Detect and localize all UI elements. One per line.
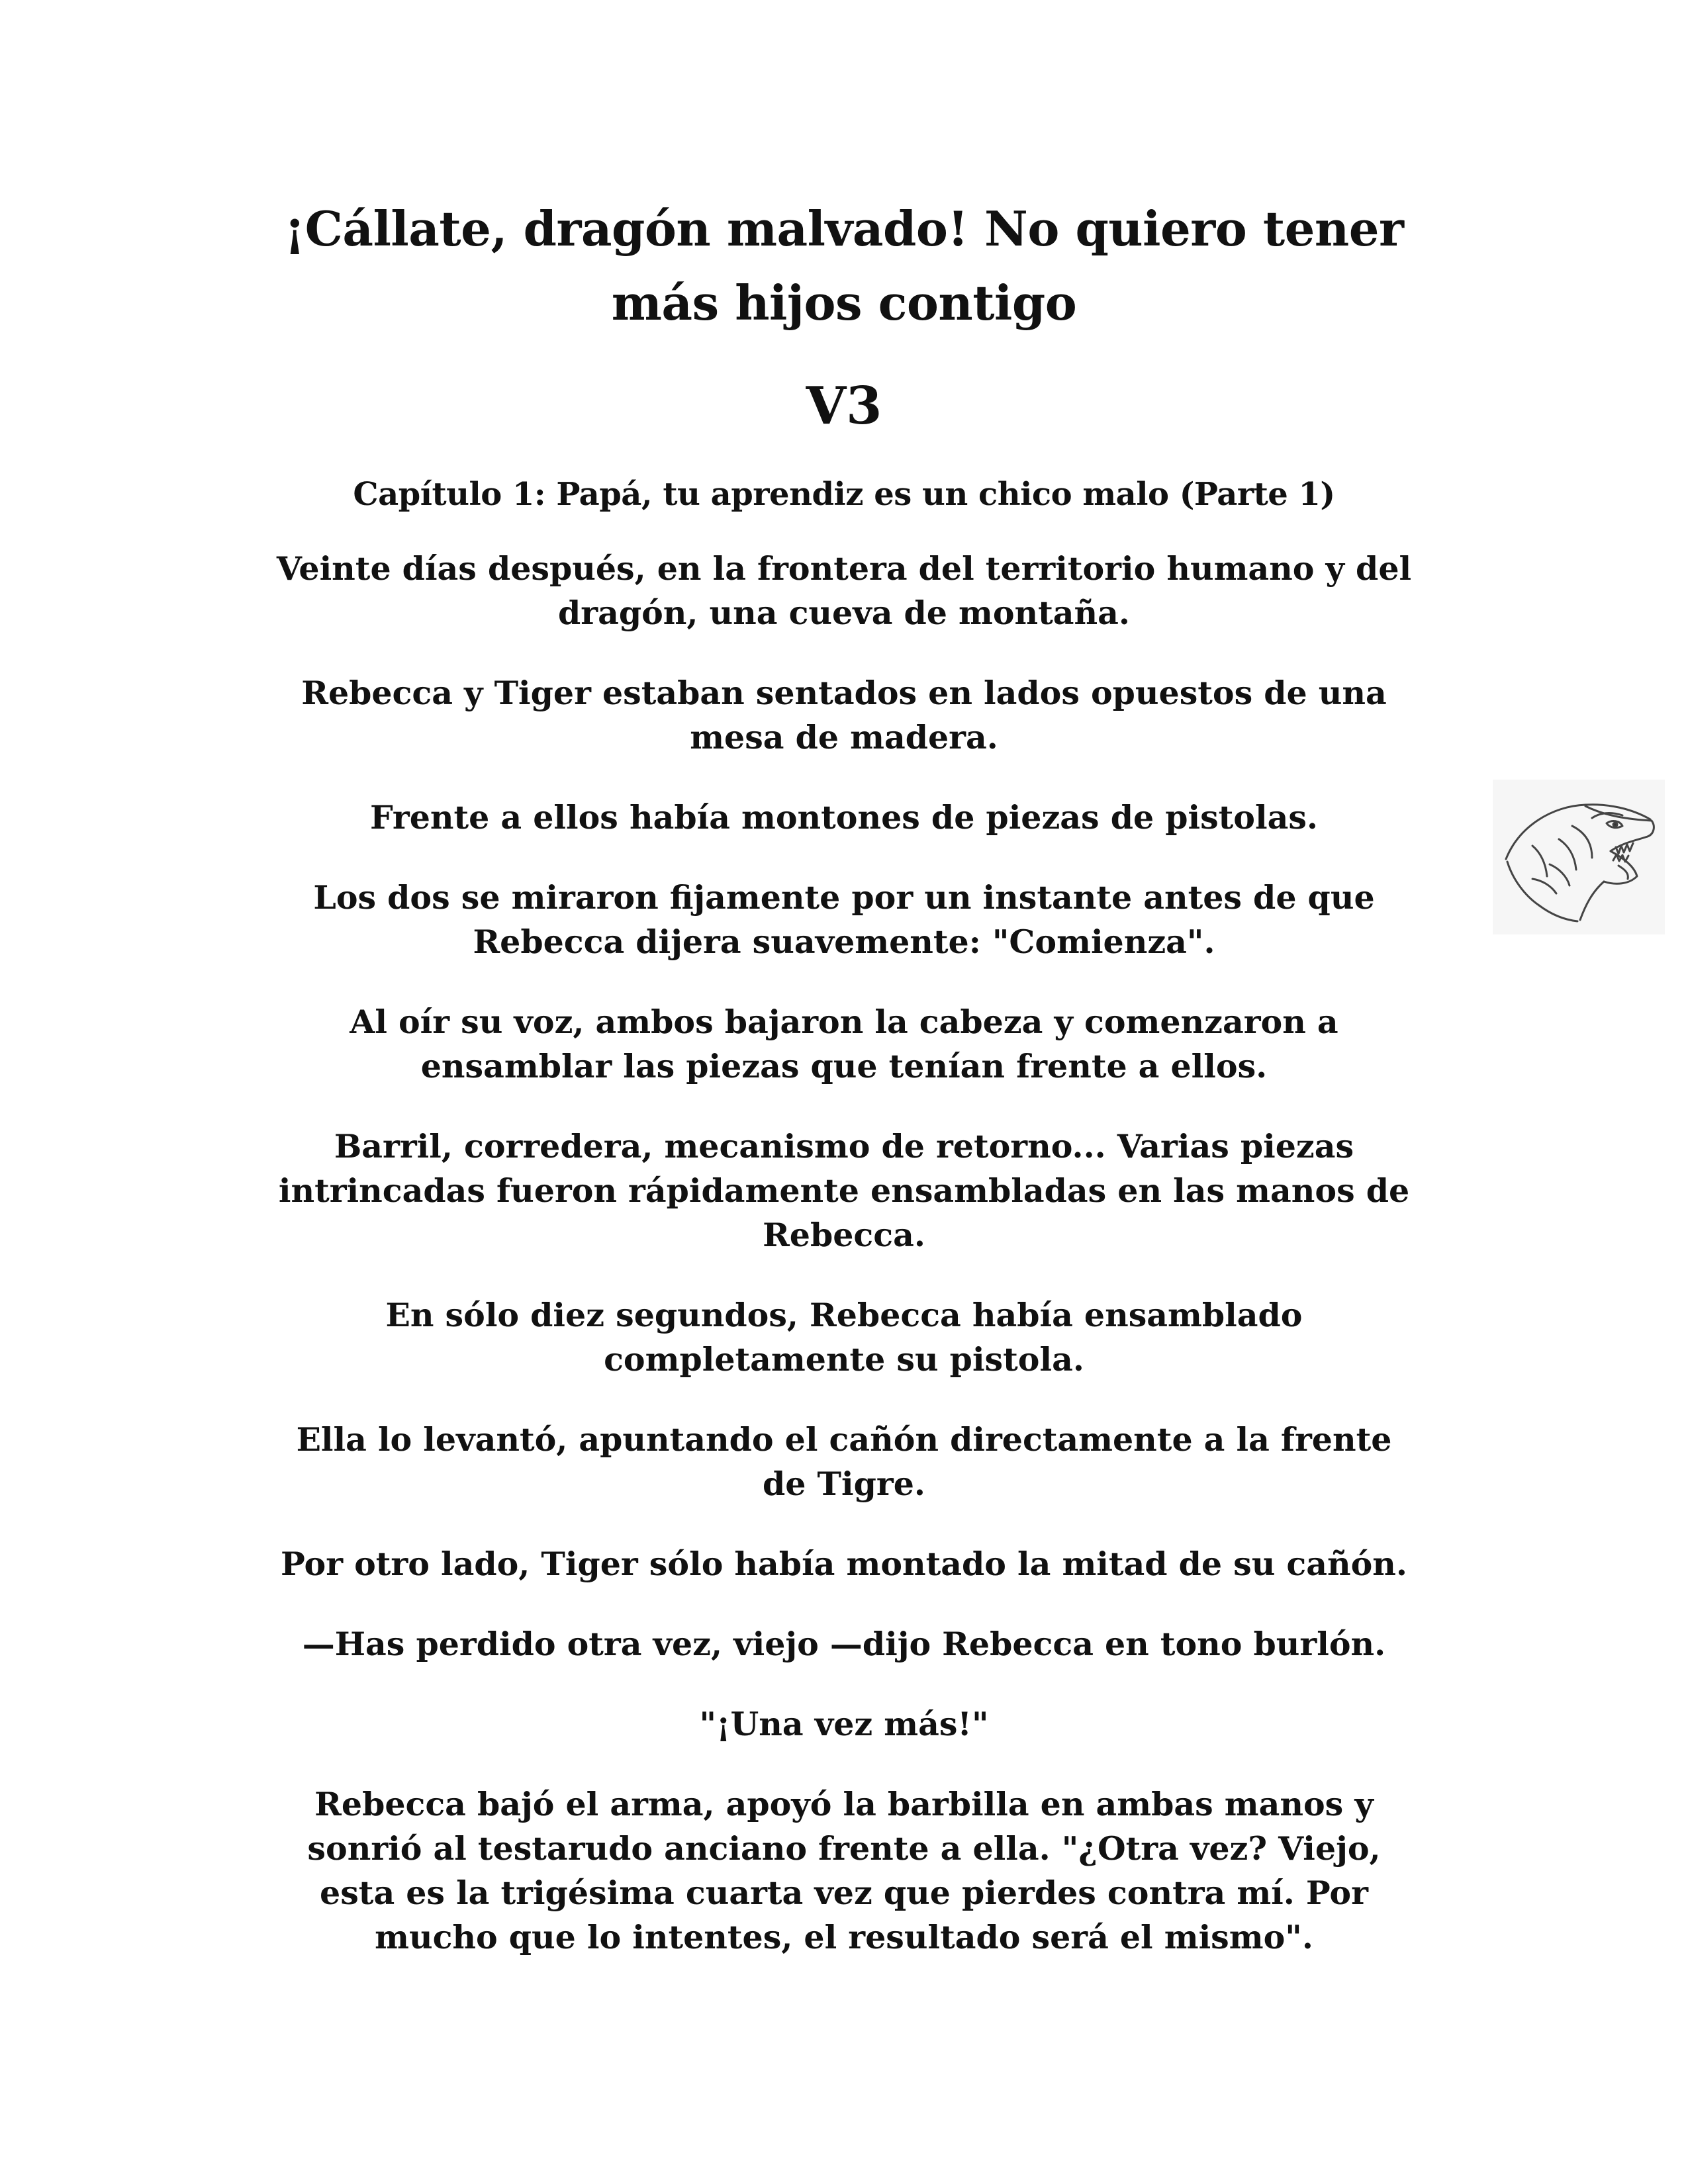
paragraph-line: dragón, una cueva de montaña. [558, 594, 1130, 632]
story-paragraph [212, 1293, 1476, 1382]
document-title [212, 192, 1476, 340]
paragraph-line: Rebecca. [763, 1216, 925, 1254]
paragraph-line: Frente a ellos había montones de piezas de pistolas. [370, 798, 1318, 837]
dragon-head-sketch-icon [1493, 780, 1665, 934]
title-line-1: ¡Cállate, dragón malvado! No quiero tener [284, 201, 1404, 257]
chapter-heading: Capítulo 1: Papá, tu aprendiz es un chico malo (Parte 1) [353, 476, 1335, 513]
paragraph-line: ensamblar las piezas que tenían frente a ellos. [420, 1047, 1268, 1085]
paragraph-line: mucho que lo intentes, el resultado será el mismo". [375, 1918, 1313, 1956]
paragraph-line: sonrió al testarudo anciano frente a ella. "¿Otra vez? Viejo, [307, 1829, 1381, 1868]
paragraph-line: Rebecca bajó el arma, apoyó la barbilla en ambas manos y [314, 1785, 1374, 1823]
story-paragraph [212, 1542, 1476, 1586]
paragraph-line: completamente su pistola. [604, 1340, 1084, 1379]
paragraph-line: Rebecca dijera suavemente: "Comienza". [473, 923, 1215, 961]
title-line-2: más hijos contigo [611, 275, 1077, 331]
paragraph-line: En sólo diez segundos, Rebecca había ensamblado [385, 1296, 1303, 1334]
story-paragraph [212, 876, 1476, 964]
story-paragraph [212, 1418, 1476, 1506]
paragraph-line: "¡Una vez más!" [699, 1705, 989, 1743]
paragraph-line: Barril, corredera, mecanismo de retorno... Varias piezas [334, 1127, 1354, 1165]
story-paragraph [212, 1782, 1476, 1960]
paragraph-line: Por otro lado, Tiger sólo había montado la mitad de su cañón. [281, 1545, 1407, 1583]
paragraph-line: Rebecca y Tiger estaban sentados en lados opuestos de una [301, 674, 1387, 712]
paragraph-line: Al oír su voz, ambos bajaron la cabeza y comenzaron a [350, 1003, 1338, 1041]
story-paragraph [212, 547, 1476, 635]
story-paragraph [212, 1124, 1476, 1257]
paragraph-list [212, 547, 1476, 1960]
paragraph-line: Veinte días después, en la frontera del territorio humano y del [276, 549, 1412, 588]
paragraph-line: —Has perdido otra vez, viejo —dijo Rebecca en tono burlón. [302, 1625, 1386, 1663]
story-paragraph [212, 796, 1476, 840]
paragraph-line: Los dos se miraron fijamente por un instante antes de que [313, 878, 1375, 917]
paragraph-line: mesa de madera. [690, 718, 998, 756]
story-paragraph [212, 1000, 1476, 1089]
paragraph-line: intrincadas fueron rápidamente ensambladas en las manos de [278, 1171, 1410, 1210]
paragraph-line: Ella lo levantó, apuntando el cañón directamente a la frente [296, 1420, 1392, 1459]
document-body [212, 192, 1476, 1960]
paragraph-line: esta es la trigésima cuarta vez que pierdes contra mí. Por [320, 1874, 1368, 1912]
story-paragraph [212, 1702, 1476, 1747]
volume-label: V3 [806, 376, 882, 436]
story-paragraph [212, 671, 1476, 760]
paragraph-line: de Tigre. [763, 1465, 925, 1503]
story-paragraph [212, 1622, 1476, 1666]
